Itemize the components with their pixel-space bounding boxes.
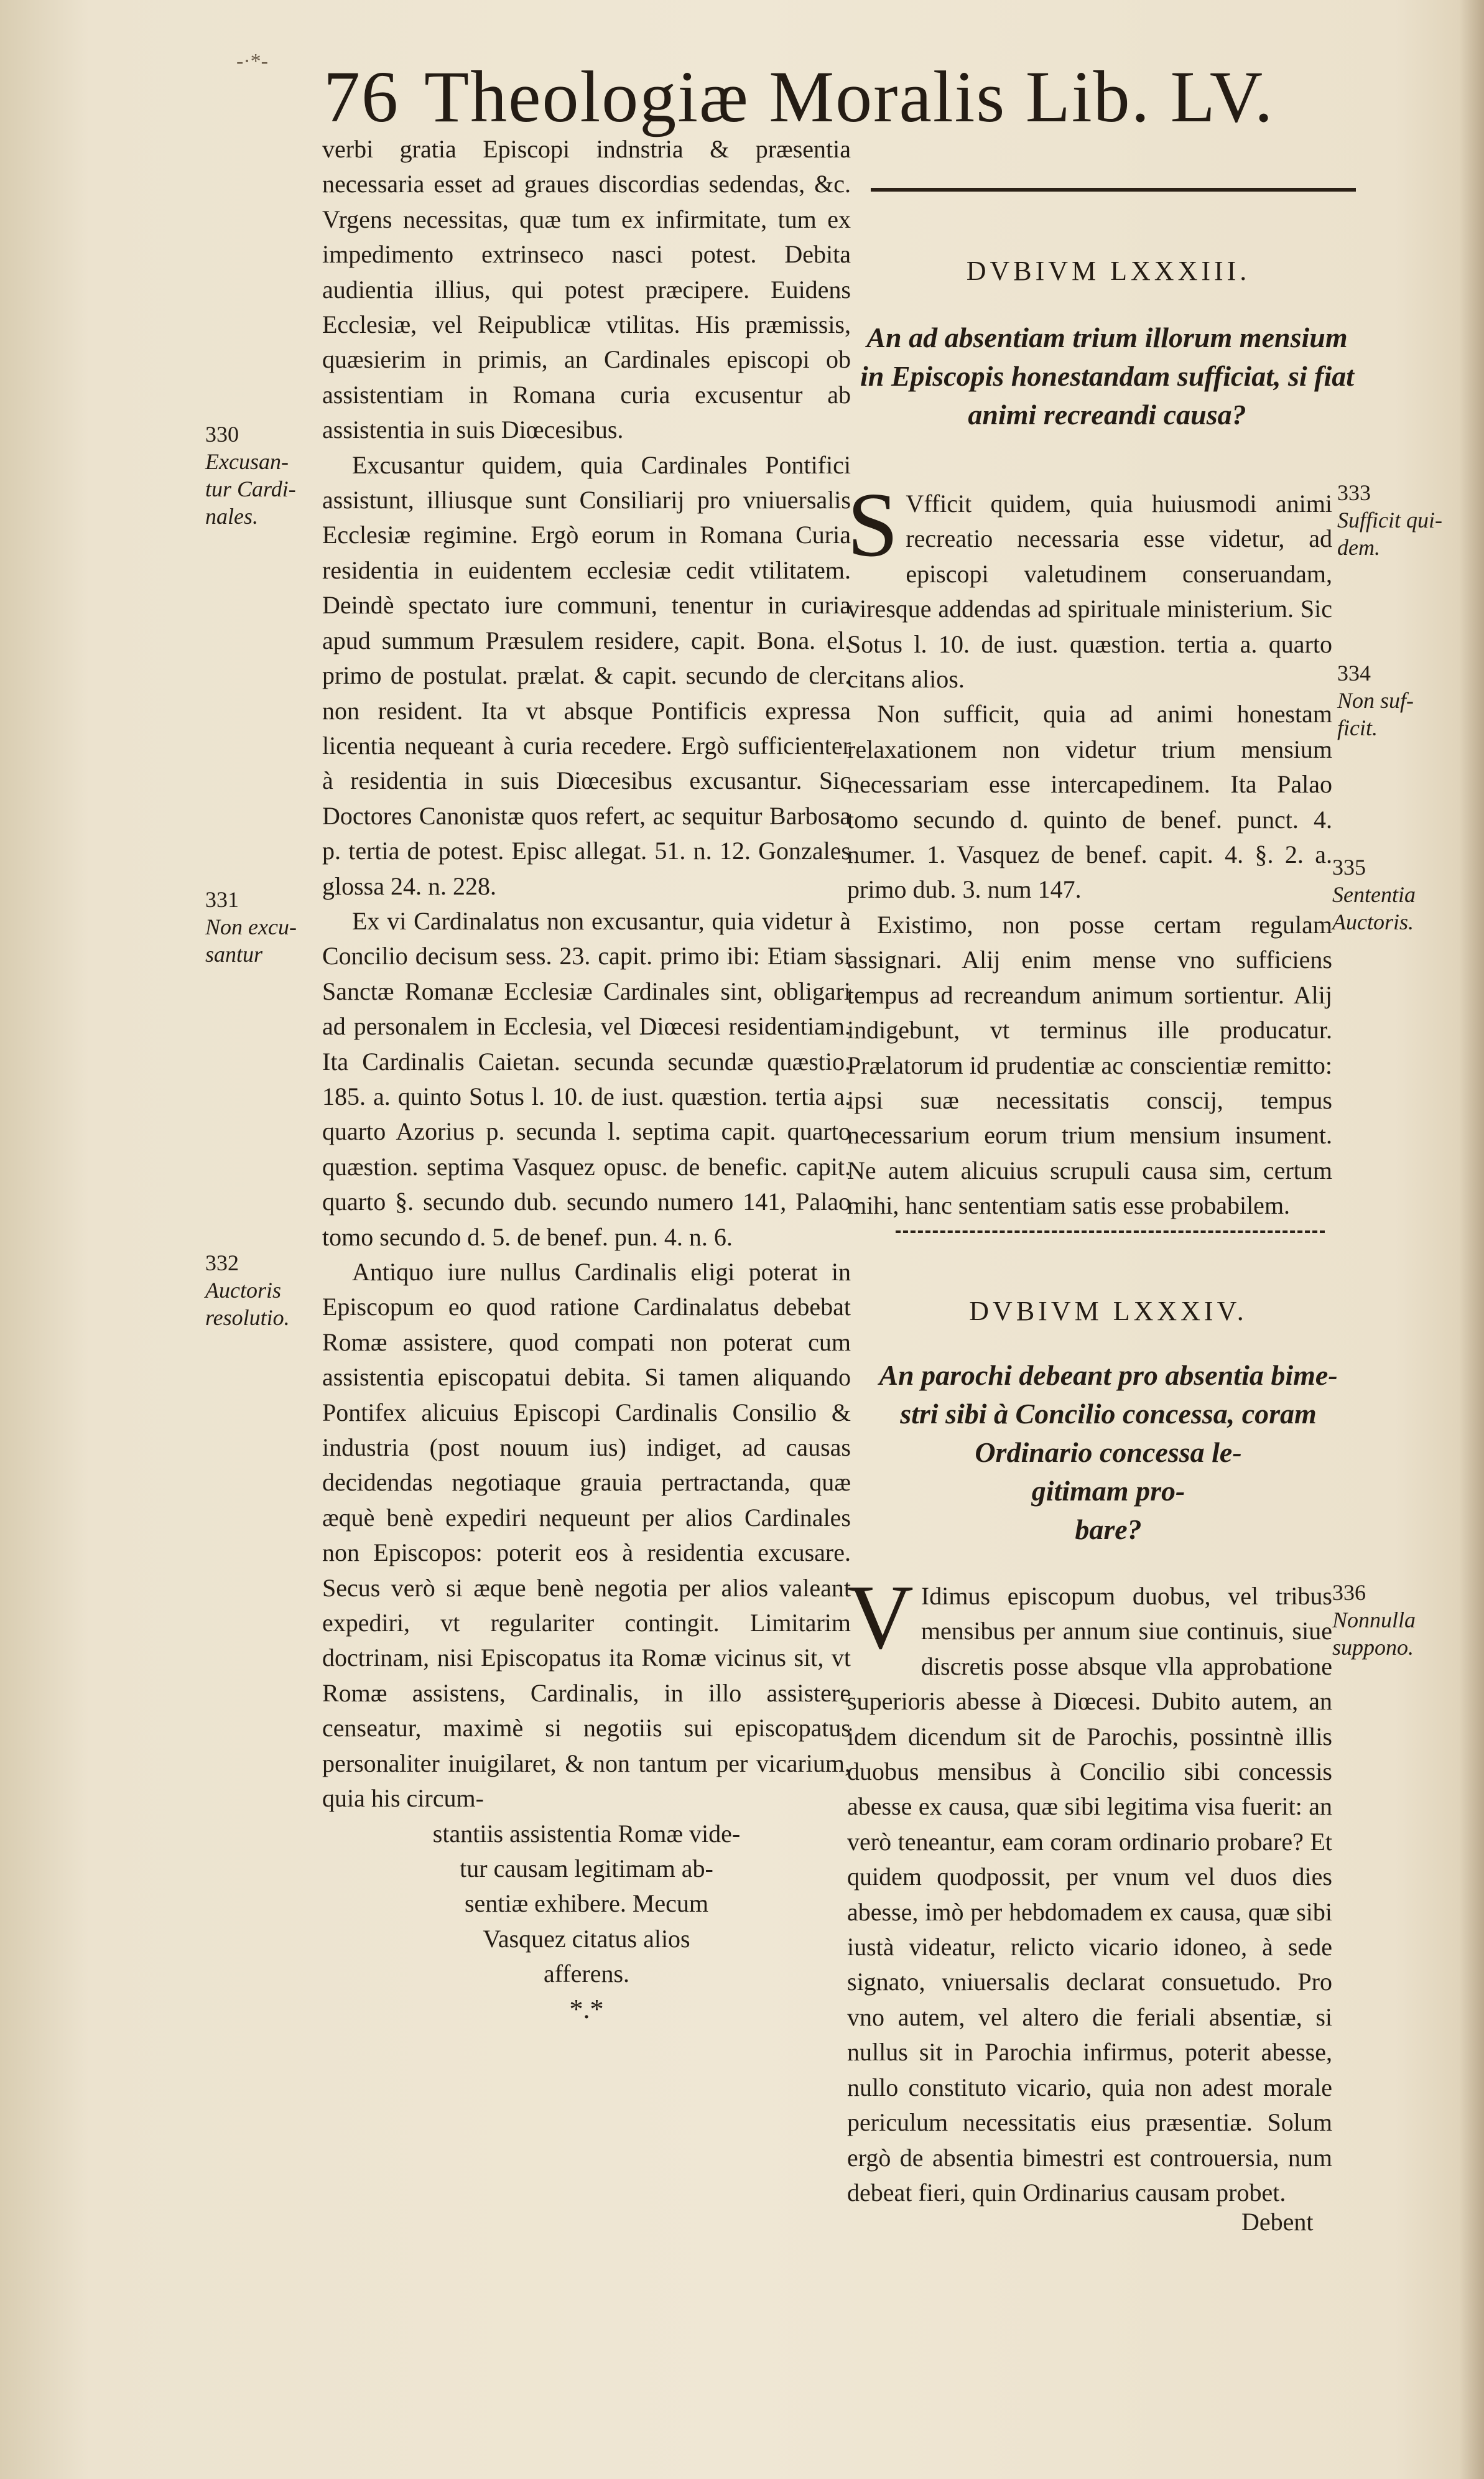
paragraph bbox=[847, 1566, 1332, 2210]
section-rule bbox=[871, 188, 1356, 192]
margin-note-331 bbox=[205, 886, 297, 968]
paragraph: Antiquo iure nullus Cardinalis eligi poterat in Episcopum eo quod ratione Cardinalatus debebat Romæ assistere, quod compati non poterat cum assistentia episcopatui debita. Si tamen aliquando Pontifex alicuius Episcopi Cardinalis Consilio & industria (post nouum ius) indiget, ad causas decidendas negotiaque grauia pertractanda, quæ æquè benè expediri nequeunt per alios Cardinales non Episcopos: poterit eos à residentia excusare. Secus verò si æque benè negotia per alios valeant expediri, vt regulariter contingit. Limitarim doctrinam, nisi Episcopatus ita Romæ vicinus sit, vt Romæ assistens, Cardinalis, in illo assistere censeatur, maximè si negotiis sui episcopatus personaliter inuigilaret, & non tantum per vicarium, quia his circum- bbox=[322, 1258, 851, 1813]
margin-note-text: Auctoris resolutio. bbox=[205, 1278, 290, 1330]
margin-note-text: Sufficit qui- dem. bbox=[1337, 508, 1442, 560]
page-edge-shadow bbox=[1459, 0, 1484, 2479]
paragraph bbox=[847, 474, 1332, 697]
paragraph: verbi gratia Episcopi indnstria & præsentia necessaria esset ad graues discordias sedendas, &c. Vrgens necessitas, quæ tum ex infirmitate, tum ex impedimento extrinseco nasci potest. Debita audientia illius, qui potest præcipere. Euidens Ecclesiæ, vel Reipublicæ vtilitas. His præmissis, quæsierim in primis, an Cardinales episcopi ob assistentiam in Romana curia excusentur ab assistentia in suis Diœcesibus. bbox=[322, 135, 851, 444]
margin-note-text: Non excu- santur bbox=[205, 914, 297, 967]
taper-line: sentiæ exhibere. Mecum bbox=[464, 1889, 709, 1918]
dubium-84-question bbox=[847, 1356, 1370, 1549]
margin-note-336 bbox=[1332, 1579, 1416, 1661]
paragraph: Ex vi Cardinalatus non excusantur, quia videtur à Concilio decisum sess. 23. capit. primo ibi: Etiam si Sanctæ Romanæ Ecclesiæ Cardinales sint, obligari ad personalem in Ecclesia, vel Diœcesi residentiam. Ita Cardinalis Caietan. secunda secundæ quæstio. 185. a. quinto Sotus l. 10. de iust. quæstion. tertia a. quarto Azorius p. secunda l. septima capit. quarto quæstion. septima Vasquez opusc. de benefic. capit. quarto §. secundo dub. secundo numero 141, Palao tomo secundo d. 5. de benef. pun. 4. n. 6. bbox=[322, 906, 851, 1251]
margin-note-number: 336 bbox=[1332, 1580, 1366, 1605]
page-number: 76 bbox=[323, 56, 399, 137]
dubium-84-body bbox=[847, 1566, 1332, 2210]
paragraph-text: Vfficit quidem, quia huiusmodi animi recreatio necessaria esse videtur, ad episcopi valetudinem conseruandam, viresque addendas ad spirituale ministerium. Sic Sotus l. 10. de iust. quæstion. tertia a. quarto citans alios. bbox=[847, 490, 1332, 694]
left-column bbox=[322, 132, 851, 2027]
margin-note-text: Excusan- tur Cardi- nales. bbox=[205, 449, 296, 529]
margin-note-number: 335 bbox=[1332, 855, 1366, 880]
dubium-84-heading: DVBIVM LXXXIV. bbox=[969, 1296, 1248, 1326]
taper-line: stantiis assistentia Romæ vide- bbox=[432, 1819, 741, 1848]
margin-note-number: 331 bbox=[205, 887, 239, 912]
margin-note-332 bbox=[205, 1249, 290, 1331]
margin-note-text: Nonnulla suppono. bbox=[1332, 1607, 1416, 1660]
question-line: An parochi debeant pro absentia bime- bbox=[879, 1359, 1338, 1391]
taper-line: tur causam legitimam ab- bbox=[460, 1854, 713, 1882]
paragraph-text: Idimus episcopum duobus, vel tribus mensibus per annum siue continuis, siue discretis posse absque vlla approbatione superioris abesse à Diœcesi. Dubito autem, an idem dicendum sit de Parochis, possintnè illis duobus mensibus à Concilio sibi concessis abesse ex causa, quæ sibi legitima visa fuerit: an verò teneantur, eam coram ordinario probare? Et quidem quodpossit, per vnum vel duos dies abesse, imò per hebdomadem ex causa, quæ sibi iustà videatur, relicto vicario idoneo, à sede signato, vniuersalis declarat consuetudo. Pro vno autem, vel altero die feriali absentiæ, si nullus sit in Parochia infirmus, poterit abesse, nullo constituto vicario, quia non adest morale periculum necessitatis eius præsentiæ. Solum ergò de absentia bimestri est controuersia, num debeat fieri, quin Ordinarius causam probet. bbox=[847, 1582, 1332, 2207]
running-title: Theologiæ Moralis Lib. LV. bbox=[424, 56, 1274, 137]
dubium-83-body bbox=[847, 474, 1332, 1224]
question-line: Ordinario concessa le- bbox=[975, 1436, 1242, 1468]
ornament: *.* bbox=[569, 1993, 604, 2024]
margin-note-number: 334 bbox=[1337, 661, 1371, 686]
dubium-83-heading: DVBIVM LXXXIII. bbox=[966, 256, 1251, 286]
catchword: Debent bbox=[1241, 2208, 1314, 2236]
taper-line: afferens. bbox=[543, 1960, 630, 1988]
margin-note-330 bbox=[205, 421, 296, 530]
margin-note-number: 333 bbox=[1337, 480, 1371, 505]
margin-note-text: Non suf- ficit. bbox=[1337, 688, 1414, 740]
question-line: gitimam pro- bbox=[1031, 1475, 1185, 1507]
margin-note-number: 332 bbox=[205, 1250, 239, 1275]
section-rule-dashed bbox=[896, 1230, 1325, 1235]
question-line: stri sibi à Concilio concessa, coram bbox=[900, 1398, 1317, 1430]
corner-mark: -·*- bbox=[236, 50, 268, 73]
dubium-83-question: An ad absentiam trium illorum mensium in Episcopis honestandam sufficiat, si fiat animi recreandi causa? bbox=[860, 322, 1355, 430]
drop-cap: S bbox=[847, 474, 899, 576]
margin-note-335 bbox=[1332, 853, 1416, 936]
paragraph: Non sufficit, quia ad animi honestam relaxationem non videtur trium mensium necessariam esse intercapedinem. Ita Palao tomo secundo d. quinto de benef. punct. 4. numer. 1. Vasquez de benef. capit. 4. §. 2. a. primo dub. 3. num 147. bbox=[847, 700, 1332, 904]
paragraph: Excusantur quidem, quia Cardinales Pontifici assistunt, illiusque sunt Consiliarij pro vniuersalis Ecclesiæ regimine. Ergò eorum in Romana Curia residentia in euidentem ecclesiæ cedit vtilitatem. Deindè spectato iure communi, tenentur in curia apud summum Præsulem residere, capit. Bona. el. primo de postulat. prælat. & capit. secundo de cler. non resident. Ita vt absque Pontificis expressa licentia nequeant à curia recedere. Ergò sufficienter à residentia in suis Diœcesibus excusantur. Sic Doctores Canonistæ quos refert, ac sequitur Barbosa p. tertia de potest. Episc allegat. 51. n. 12. Gonzales glossa 24. n. 228. bbox=[322, 450, 851, 900]
margin-note-334 bbox=[1337, 659, 1414, 742]
margin-note-text: Sententia Auctoris. bbox=[1332, 882, 1416, 934]
drop-cap: V bbox=[847, 1566, 914, 1668]
margin-note-333 bbox=[1337, 479, 1442, 561]
tapered-ending bbox=[322, 1816, 851, 2027]
taper-line: Vasquez citatus alios bbox=[483, 1924, 690, 1953]
margin-note-number: 330 bbox=[205, 422, 239, 447]
question-line: bare? bbox=[1075, 1514, 1142, 1545]
paragraph: Existimo, non posse certam regulam assignari. Alij enim mense vno sufficiens tempus ad recreandum animum sortientur. Alij indigebunt, vt terminus ille producatur. Prælatorum id prudentiæ ac conscientiæ remitto: ipsi suæ necessitatis conscij, tempus necessarium eorum trium mensium insument. Ne autem alicuius scrupuli causa sim, certum mihi, hanc sententiam satis esse probabilem. bbox=[847, 910, 1332, 1220]
running-header bbox=[323, 55, 1274, 139]
